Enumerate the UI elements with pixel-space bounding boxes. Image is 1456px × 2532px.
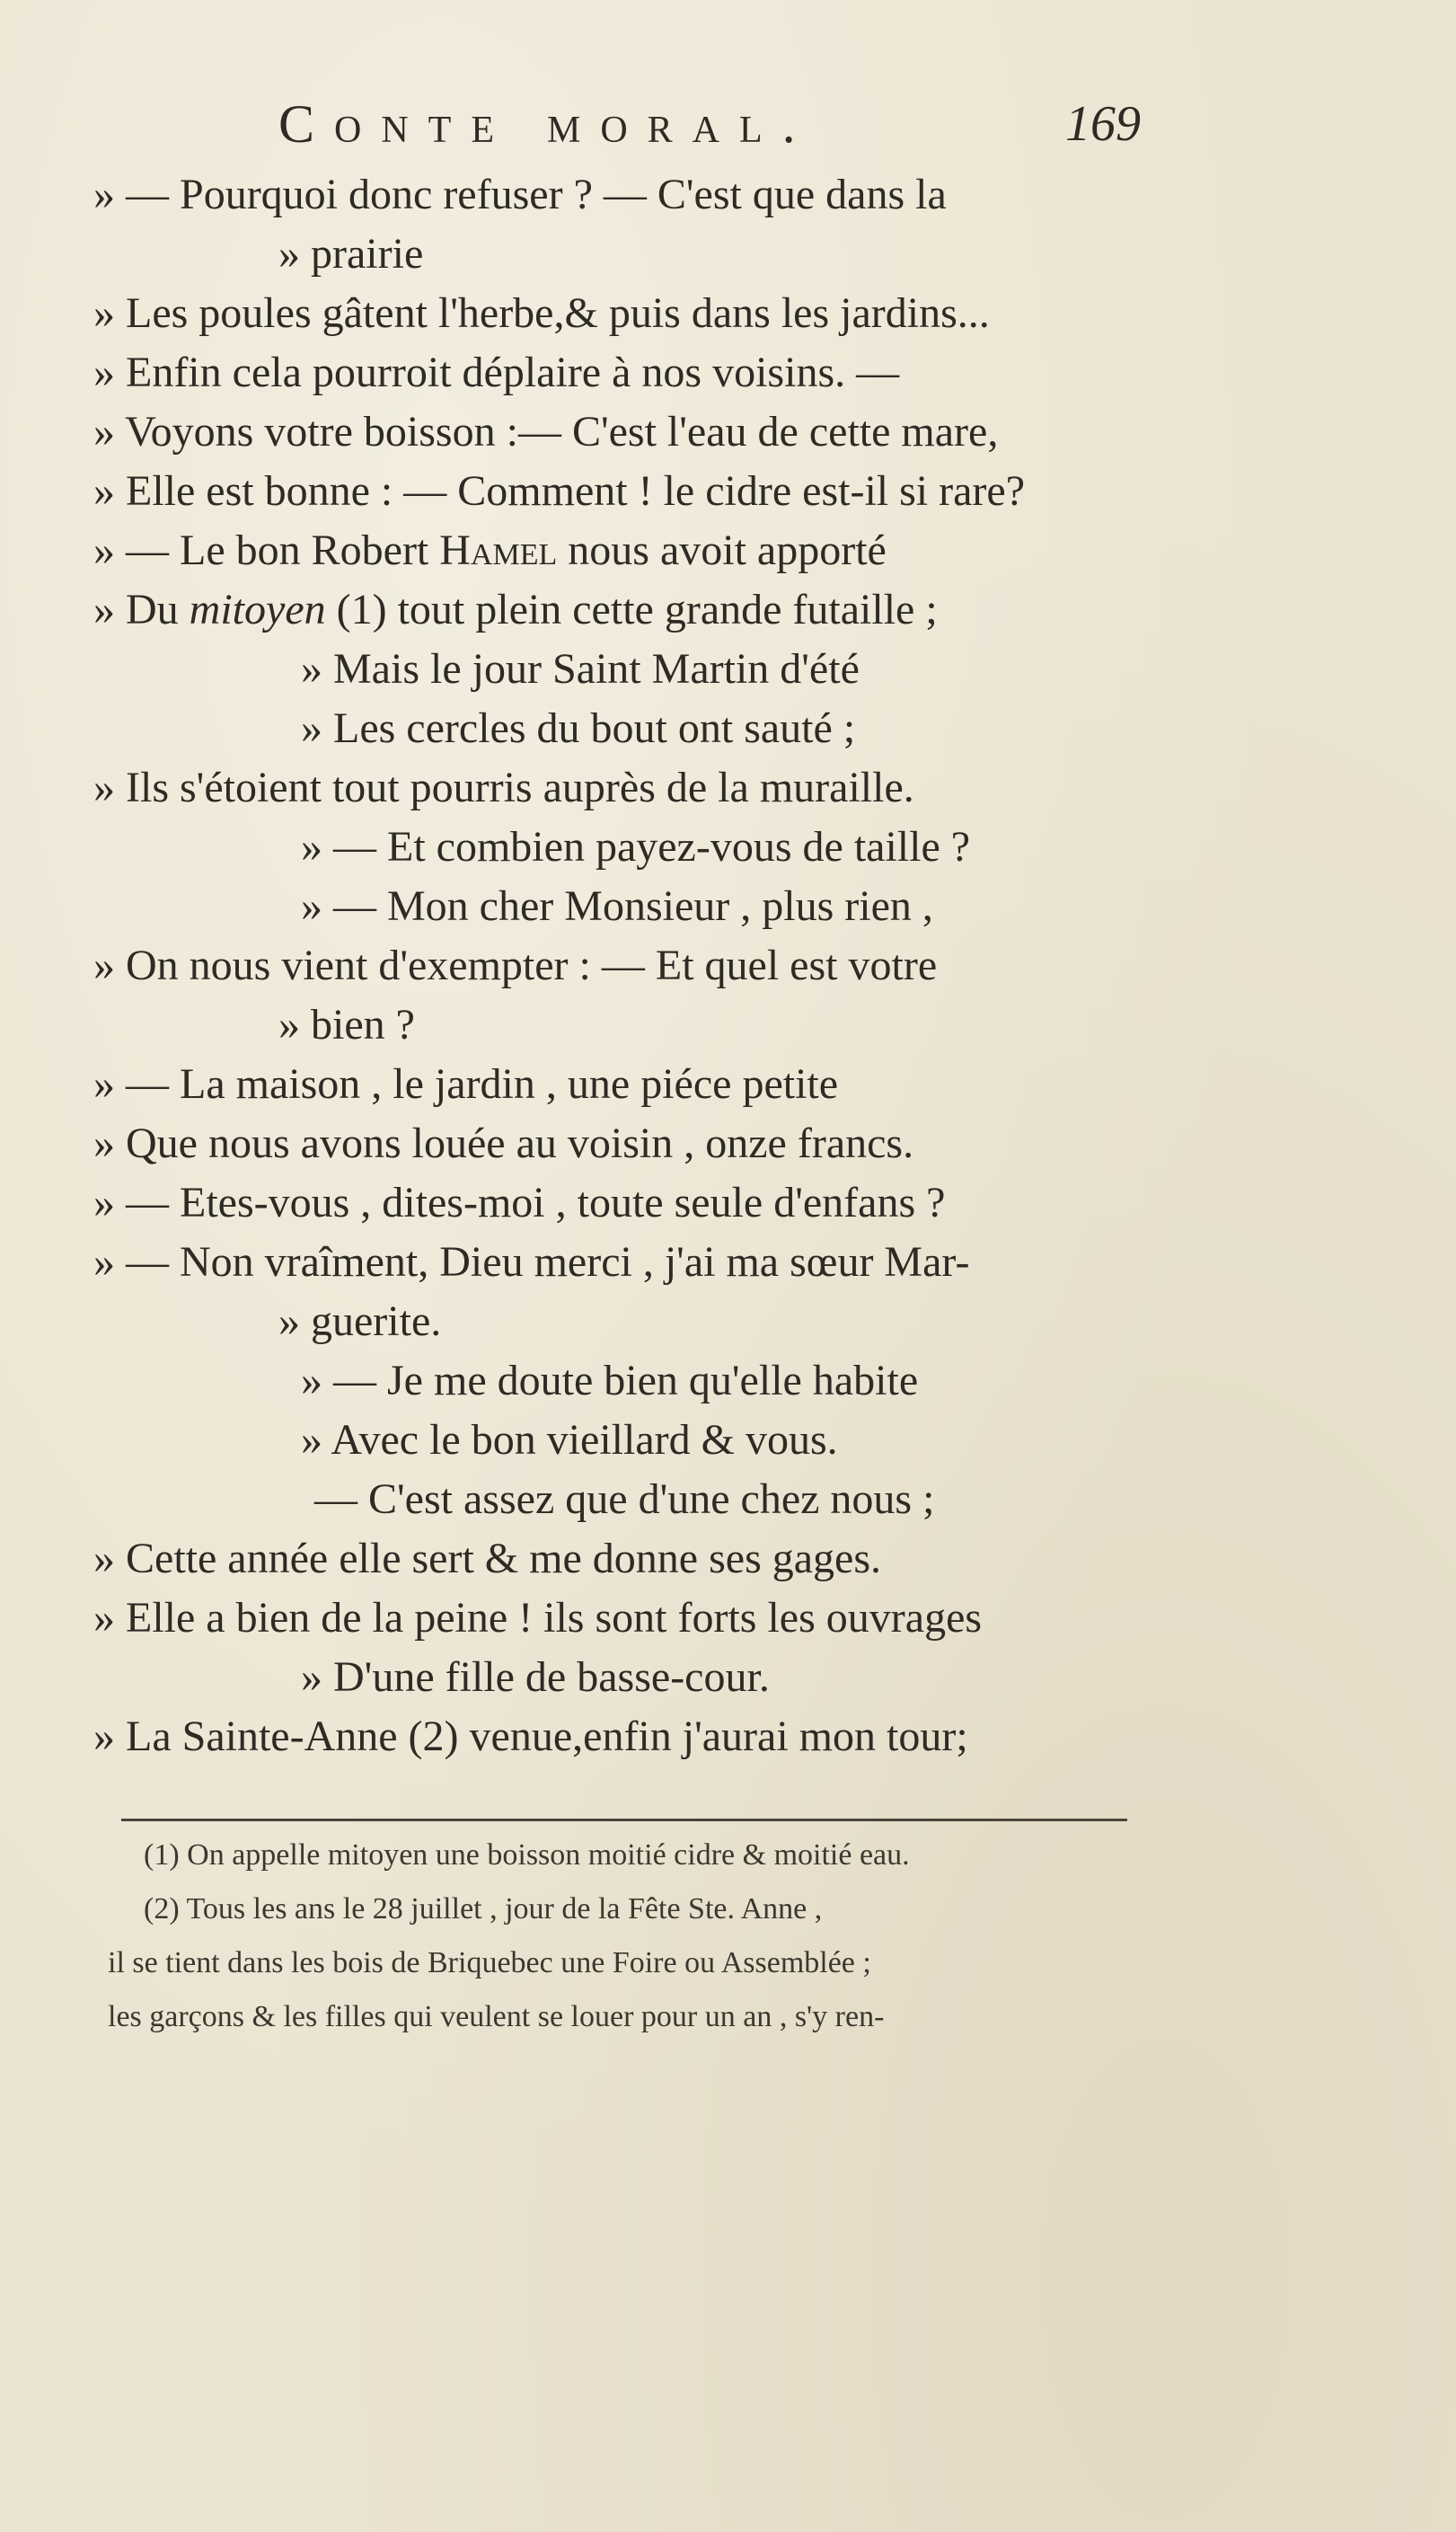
verse-line: » Voyons votre boisson :— C'est l'eau de cette mare, <box>93 408 999 456</box>
verse-line: » D'une fille de basse-cour. <box>301 1653 770 1701</box>
page-header <box>278 83 1141 165</box>
verse-line: » guerite. <box>278 1297 442 1345</box>
verse-line: » On nous vient d'exempter : — Et quel est votre <box>93 942 938 989</box>
verse-line: » La Sainte-Anne (2) venue,enfin j'aurai mon tour; <box>93 1713 968 1760</box>
verse-line: » prairie <box>278 230 424 278</box>
verse-line: » — La maison , le jardin , une piéce petite <box>93 1060 839 1108</box>
verse-line: — C'est assez que d'une chez nous ; <box>314 1475 935 1523</box>
verse-line: » Les cercles du bout ont sauté ; <box>301 704 856 752</box>
verse-segment: nous avoit apporté <box>568 527 887 574</box>
verse-line: » Les poules gâtent l'herbe,& puis dans les jardins... <box>93 289 990 337</box>
verse-line: » Ils s'étoient tout pourris auprès de la muraille. <box>93 764 914 811</box>
verse-line: » — Pourquoi donc refuser ? — C'est que dans la <box>93 171 947 218</box>
verse-line: » — Je me doute bien qu'elle habite <box>301 1357 919 1404</box>
surname-hamel: Hamel <box>439 527 558 574</box>
footnote-rule <box>121 1819 1127 1821</box>
footnote-line: (2) Tous les ans le 28 juillet , jour de la Fête Ste. Anne , <box>144 1892 823 1926</box>
running-title: Conte moral. <box>278 94 816 154</box>
verse-segment: » — Le bon Robert <box>93 527 429 574</box>
verse-line: » Que nous avons louée au voisin , onze francs. <box>93 1120 914 1167</box>
footnote-line: (1) On appelle mitoyen une boisson moitié cidre & moitié eau. <box>144 1838 910 1872</box>
verse-segment: » Du <box>93 586 179 633</box>
footnote-line: il se tient dans les bois de Briquebec une Foire ou Assemblée ; <box>108 1946 871 1979</box>
verse-line: » Elle a bien de la peine ! ils sont forts les ouvrages <box>93 1594 983 1642</box>
verse-line: » — Mon cher Monsieur , plus rien , <box>301 882 933 930</box>
page-number: 169 <box>1065 96 1141 152</box>
footnote-line: les garçons & les filles qui veulent se louer pour un an , s'y ren- <box>108 2000 885 2033</box>
verse-line: » Elle est bonne : — Comment ! le cidre est-il si rare? <box>93 467 1026 515</box>
verse-line: » Cette année elle sert & me donne ses gages. <box>93 1535 882 1582</box>
verse-segment: (1) tout plein cette grande futaille ; <box>336 586 938 633</box>
verse-line: » — Non vraîment, Dieu merci , j'ai ma sœur Mar- <box>93 1238 970 1286</box>
verse-line: » — Etes-vous , dites-moi , toute seule d'enfans ? <box>93 1179 946 1226</box>
verse-line <box>93 521 887 580</box>
verse-line: » Avec le bon vieillard & vous. <box>301 1416 838 1464</box>
verse-line: » Mais le jour Saint Martin d'été <box>301 645 860 693</box>
verse-line <box>93 580 938 640</box>
verse-line: » bien ? <box>278 1001 415 1049</box>
verse-line: » Enfin cela pourroit déplaire à nos voisins. — <box>93 349 900 396</box>
italic-term-mitoyen: mitoyen <box>189 586 326 633</box>
verse-line: » — Et combien payez-vous de taille ? <box>301 823 971 871</box>
